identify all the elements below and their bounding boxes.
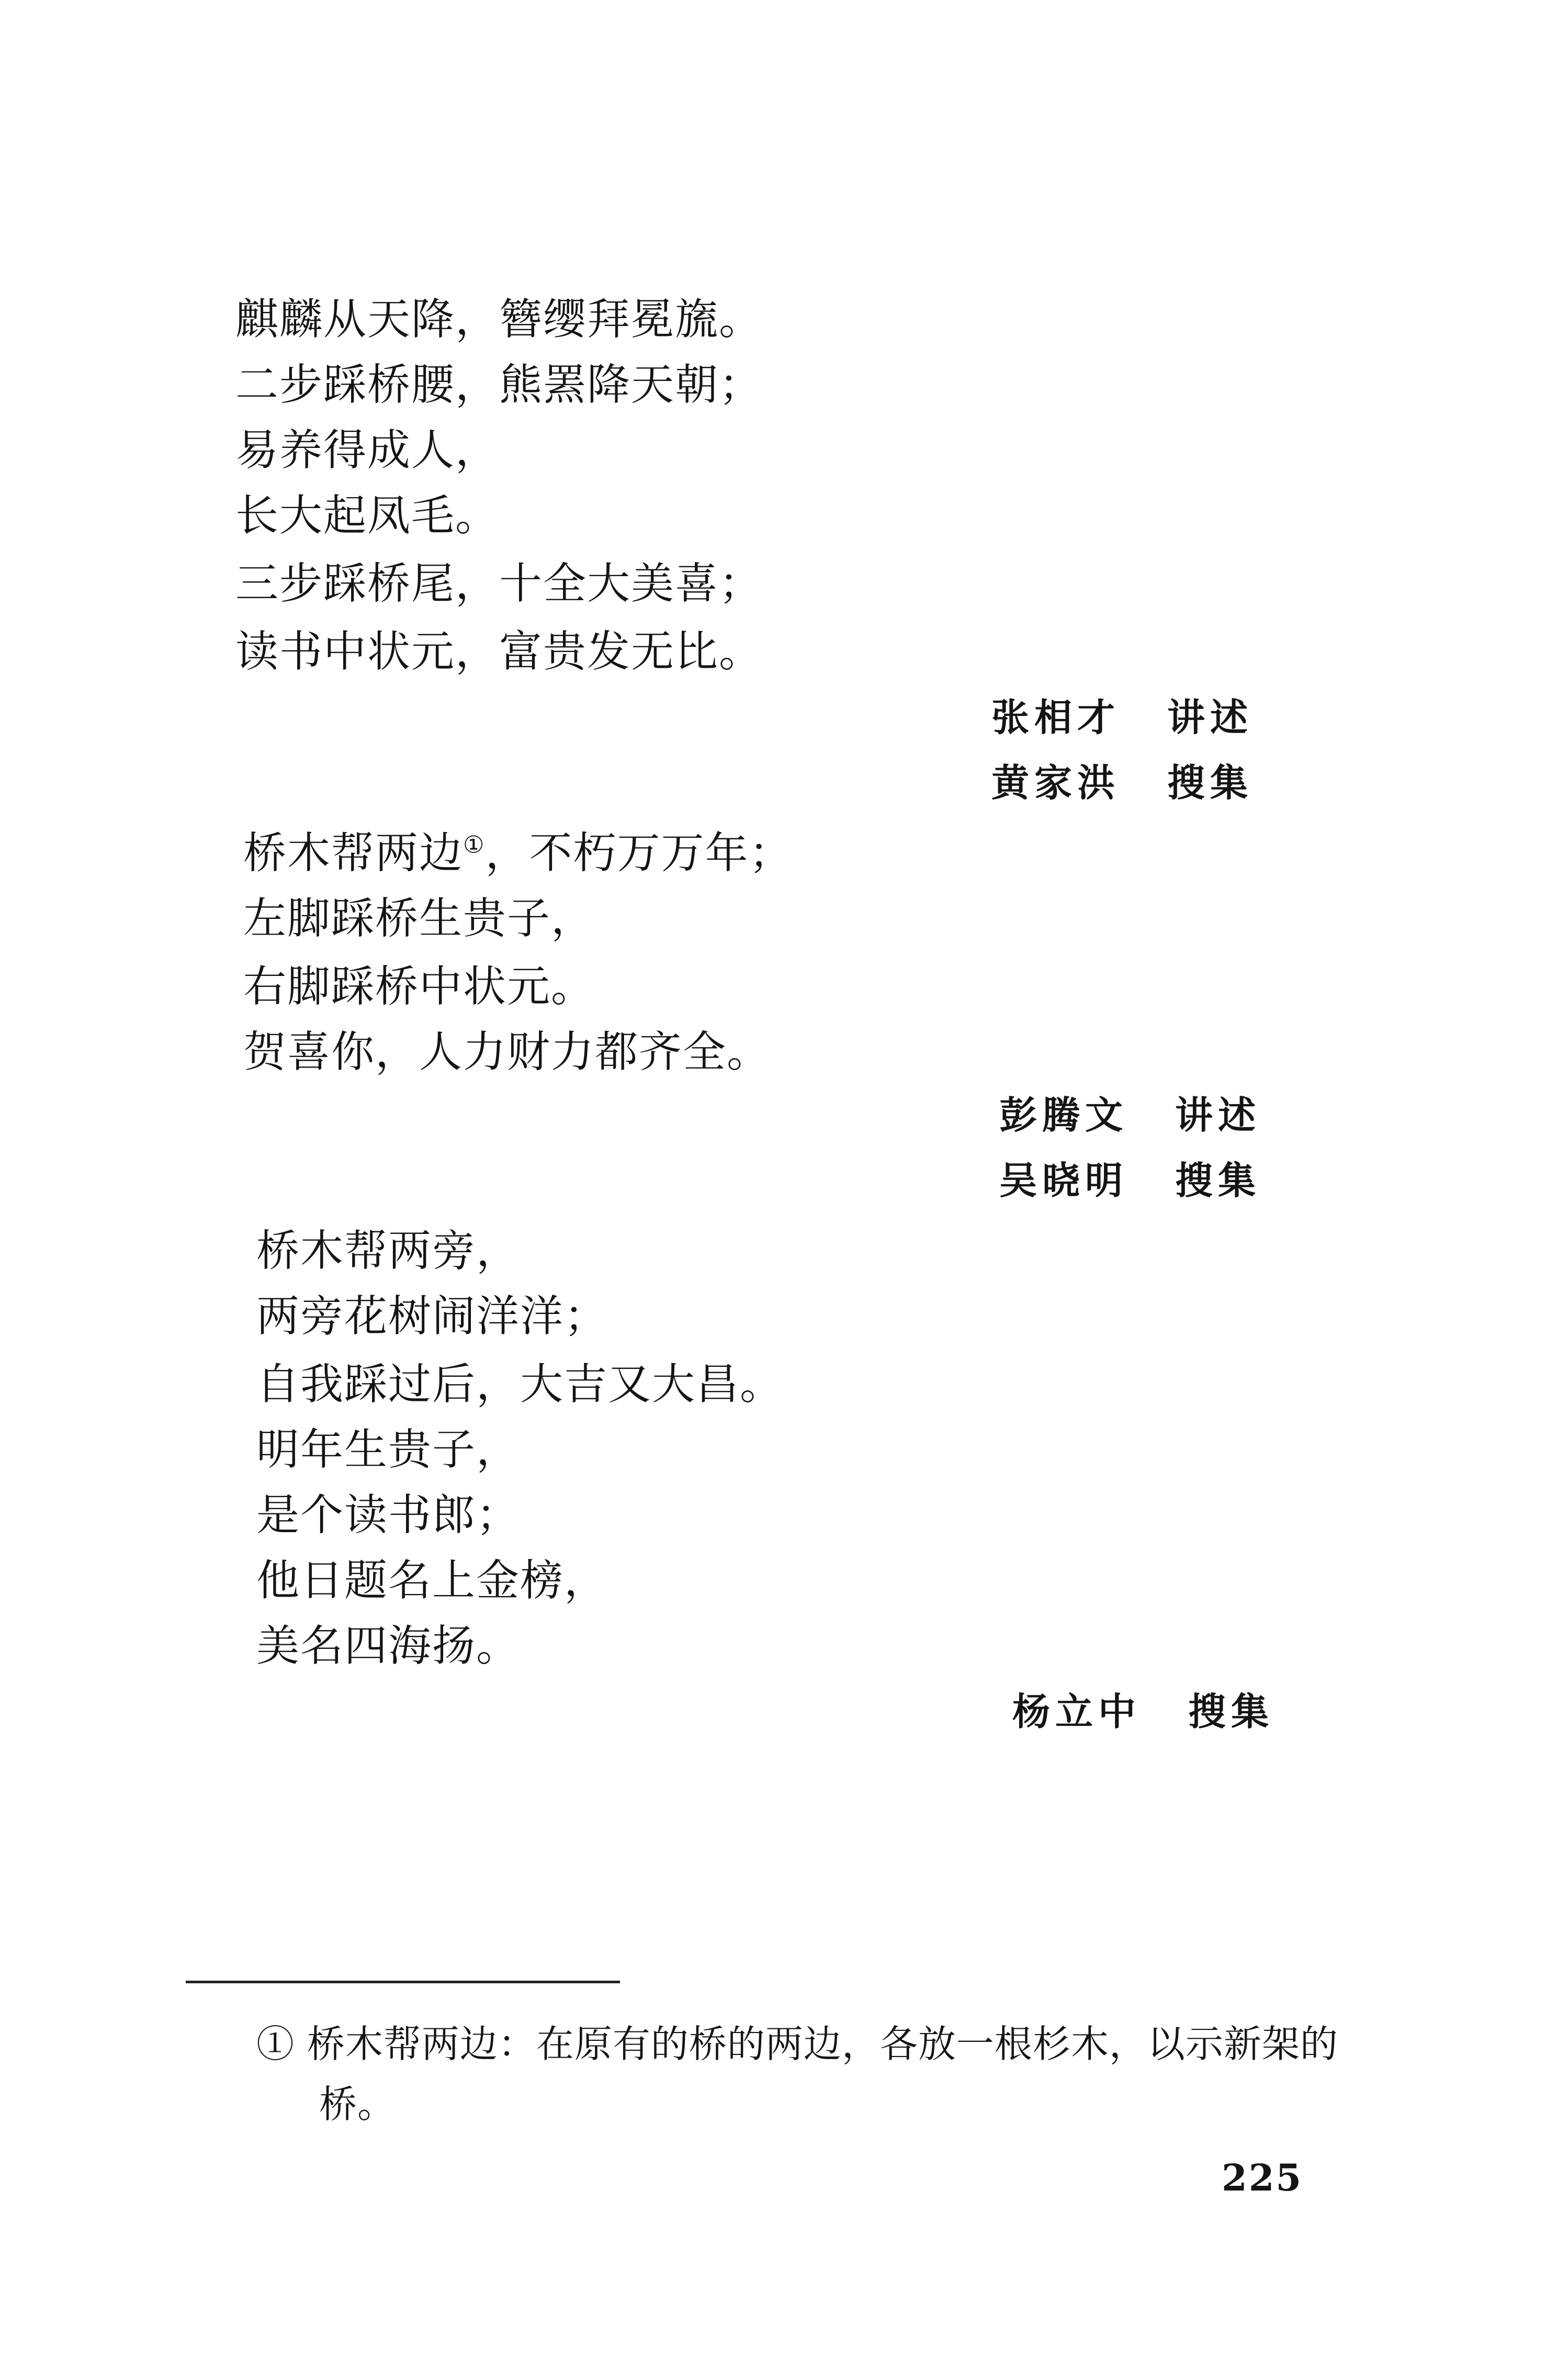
credit-collector [999, 1158, 1261, 1203]
poem-line: 二步踩桥腰，熊罴降天朝； [235, 360, 763, 410]
poem-line: 是个读书郎； [256, 1490, 521, 1540]
poem-line: 麒麟从天降，簪缨拜冕旒。 [235, 295, 763, 344]
page-number: 225 [1222, 2156, 1303, 2199]
poem-line: 美名四海扬。 [256, 1621, 521, 1671]
credit-role: 搜集 [1167, 760, 1254, 805]
credit-name: 彭腾文 [999, 1093, 1129, 1137]
credit-role: 讲述 [1175, 1093, 1261, 1137]
poem-line: 贺喜你，人力财力都齐全。 [243, 1027, 771, 1077]
poem-text: 桥木帮两边 [243, 828, 464, 878]
credit-collector [991, 760, 1254, 805]
credit-narrator [999, 1093, 1261, 1137]
credit-name: 杨立中 [1012, 1689, 1142, 1734]
credit-narrator [991, 695, 1254, 739]
credit-role: 搜集 [1188, 1689, 1274, 1734]
credit-name: 张相才 [991, 695, 1121, 739]
footnote-reference[interactable]: ① [463, 830, 486, 859]
footnote-line: ① 桥木帮两边：在原有的桥的两边，各放一根杉木，以示新架的 [256, 2022, 1338, 2066]
footnote-line: 桥。 [319, 2082, 396, 2126]
poem-line: 易养得成人， [235, 425, 500, 475]
credit-name: 吴晓明 [999, 1158, 1129, 1203]
poem-line: 明年生贵子， [256, 1425, 521, 1475]
poem-text: ，不朽万万年； [485, 828, 793, 878]
poem-line: 左脚踩桥生贵子， [243, 894, 595, 943]
poem-line: 长大起凤毛。 [235, 491, 500, 541]
poem-line: 他日题名上金榜， [256, 1556, 608, 1605]
credit-name: 黄家洪 [991, 760, 1121, 805]
poem-line: 右脚踩桥中状元。 [243, 962, 595, 1012]
poem-line: 两旁花树闹洋洋； [256, 1291, 608, 1341]
credit-collector [1012, 1689, 1274, 1734]
poem-line: 读书中状元，富贵发无比。 [235, 627, 763, 677]
poem-line: 三步踩桥尾，十全大美喜； [235, 559, 763, 609]
poem-line [243, 828, 793, 878]
credit-role: 搜集 [1175, 1158, 1261, 1203]
poem-line: 自我踩过后，大吉又大昌。 [256, 1360, 784, 1409]
footnote-divider [186, 1981, 620, 1983]
credit-role: 讲述 [1167, 695, 1254, 739]
poem-line: 桥木帮两旁， [256, 1226, 521, 1276]
